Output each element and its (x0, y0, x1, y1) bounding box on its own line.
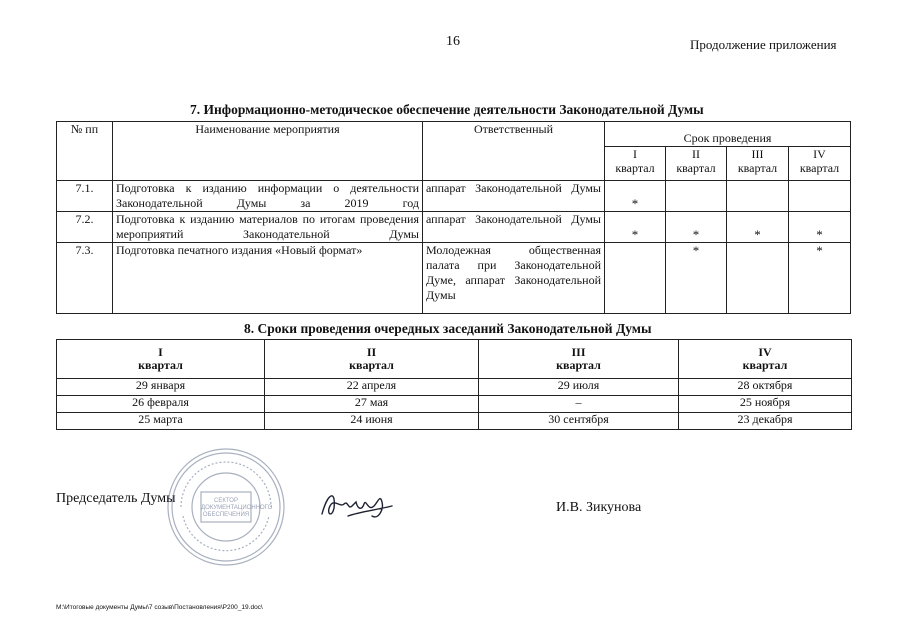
table-row (57, 243, 851, 314)
session-date: 29 января (57, 379, 265, 396)
row-q4: * (789, 243, 851, 314)
row-q1 (605, 243, 666, 314)
sessions-table (56, 339, 852, 430)
col-header-quarter-1: I квартал (605, 147, 666, 181)
events-table (56, 121, 851, 314)
row-responsible: аппарат Законодательной Думы (423, 181, 605, 212)
row-q4 (789, 181, 851, 212)
row-q3 (727, 243, 789, 314)
table-row (57, 181, 851, 212)
row-num: 7.1. (57, 181, 113, 212)
table-row (57, 379, 852, 396)
row-q3: * (727, 212, 789, 243)
session-date: 26 февраля (57, 396, 265, 413)
section8-title: 8. Сроки проведения очередных заседаний Законодательной Думы (244, 321, 652, 336)
session-date: 28 октября (679, 379, 852, 396)
session-date: 30 сентября (479, 413, 679, 430)
col-header-quarter-3: III квартал (727, 147, 789, 181)
session-date: 27 мая (265, 396, 479, 413)
row-q2: * (666, 212, 727, 243)
session-date: 29 июля (479, 379, 679, 396)
stamp-text: СЕКТОР ДОКУМЕНТАЦИОННОГО ОБЕСПЕЧЕНИЯ (201, 498, 273, 518)
col-header-num: № пп (57, 122, 113, 181)
row-q1: * (605, 212, 666, 243)
header-quarter-4: IV квартал (679, 340, 852, 379)
table-row (57, 212, 851, 243)
table-row (57, 413, 852, 430)
row-responsible: аппарат Законодательной Думы (423, 212, 605, 243)
col-header-responsible: Ответственный (423, 122, 605, 181)
signer-name: И.В. Зикунова (556, 500, 642, 515)
session-date: 22 апреля (265, 379, 479, 396)
page-number: 16 (446, 34, 460, 49)
row-name: Подготовка к изданию информации о деятельности Законодательной Думы за 2019 год (113, 181, 423, 212)
session-date: 25 марта (57, 413, 265, 430)
session-date: – (479, 396, 679, 413)
chairman-title: Председатель Думы (56, 491, 176, 506)
session-date: 23 декабря (679, 413, 852, 430)
table-row (57, 396, 852, 413)
header-quarter-2: II квартал (265, 340, 479, 379)
footer-path: M:\Итоговые документы Думы\7 созыв\Постановления\Р200_19.doc\ (56, 604, 263, 611)
row-q1: * (605, 181, 666, 212)
header-quarter-3: III квартал (479, 340, 679, 379)
row-num: 7.2. (57, 212, 113, 243)
col-header-quarter-4: IV квартал (789, 147, 851, 181)
row-q3 (727, 181, 789, 212)
row-name: Подготовка к изданию материалов по итогам проведения мероприятий Законодательной Думы (113, 212, 423, 243)
section7-title: 7. Информационно-методическое обеспечение деятельности Законодательной Думы (190, 102, 704, 117)
signature (318, 484, 396, 526)
row-name: Подготовка печатного издания «Новый формат» (113, 243, 423, 314)
session-date: 24 июня (265, 413, 479, 430)
row-q2 (666, 181, 727, 212)
row-q4: * (789, 212, 851, 243)
row-responsible: Молодежная общественная палата при Законодательной Думе, аппарат Законодательной Думы (423, 243, 605, 314)
col-header-name: Наименование мероприятия (113, 122, 423, 181)
continuation-label: Продолжение приложения (690, 37, 837, 52)
col-header-period: Срок проведения (605, 122, 851, 147)
row-num: 7.3. (57, 243, 113, 314)
row-q2: * (666, 243, 727, 314)
session-date: 25 ноября (679, 396, 852, 413)
col-header-quarter-2: II квартал (666, 147, 727, 181)
header-quarter-1: I квартал (57, 340, 265, 379)
